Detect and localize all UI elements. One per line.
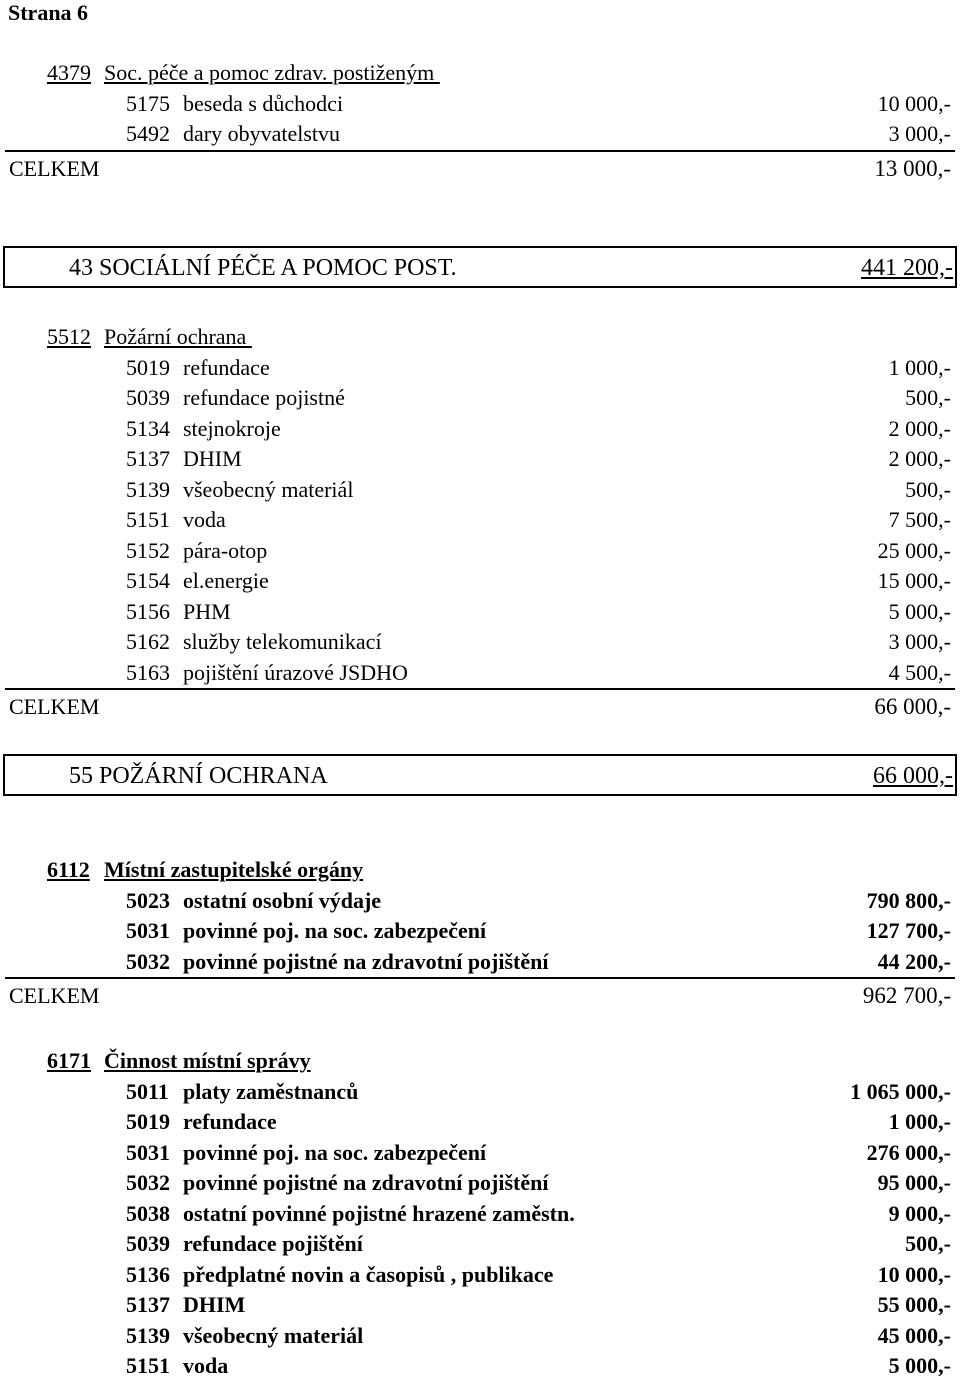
item-code: 5032	[126, 948, 170, 974]
item-name: refundace pojištění	[183, 1231, 363, 1256]
section-header	[0, 1046, 960, 1077]
list-item	[0, 566, 960, 597]
item-amount: 790 800,-	[866, 887, 951, 913]
item-amount: 2 000,-	[888, 415, 951, 441]
item-name: povinné poj. na soc. zabezpečení	[183, 1139, 487, 1165]
section-code: 6171	[47, 1048, 91, 1073]
total-amount: 13 000,-	[874, 155, 951, 181]
section-title: Soc. péče a pomoc zdrav. postiženým	[104, 60, 440, 85]
item-amount: 500,-	[905, 1231, 951, 1256]
list-item	[0, 89, 960, 120]
item-code: 5139	[126, 1322, 170, 1348]
list-item	[0, 947, 960, 978]
list-item	[0, 886, 960, 917]
item-amount: 1 000,-	[888, 1109, 951, 1134]
list-item	[0, 1229, 960, 1260]
item-name: refundace pojistné	[183, 385, 345, 410]
item-amount: 10 000,-	[877, 90, 951, 116]
summary-label: 43 SOCIÁLNÍ PÉČE A POMOC POST.	[69, 255, 457, 281]
list-item	[0, 383, 960, 414]
item-name: beseda s důchodci	[183, 90, 344, 116]
item-name: všeobecný materiál	[183, 476, 354, 502]
summary-box-55	[3, 754, 957, 796]
list-item	[0, 475, 960, 506]
section-4379	[0, 58, 960, 184]
list-item	[0, 414, 960, 445]
item-code: 5137	[126, 446, 170, 471]
item-amount: 7 500,-	[888, 507, 951, 532]
item-code: 5134	[126, 415, 170, 441]
item-code: 5038	[126, 1200, 170, 1226]
item-code: 5019	[126, 1109, 170, 1134]
item-name: ostatní povinné pojistné hrazené zaměstn.	[183, 1200, 575, 1226]
item-amount: 4 500,-	[888, 659, 951, 685]
item-code: 5039	[126, 1231, 170, 1256]
section-header	[0, 322, 960, 353]
item-code: 5151	[126, 507, 170, 532]
list-item	[0, 444, 960, 475]
list-item	[0, 1168, 960, 1199]
item-amount: 10 000,-	[877, 1261, 951, 1287]
item-amount: 55 000,-	[877, 1292, 951, 1317]
item-code: 5019	[126, 354, 170, 380]
section-title: Požární ochrana	[104, 324, 252, 349]
section-code: 4379	[47, 60, 91, 85]
item-name: el.energie	[183, 568, 269, 593]
section-code: 5512	[47, 324, 91, 349]
item-name: DHIM	[183, 1292, 246, 1317]
item-code: 5039	[126, 385, 170, 410]
item-name: refundace	[183, 1109, 277, 1134]
item-amount: 9 000,-	[888, 1200, 951, 1226]
item-code: 5175	[126, 90, 170, 116]
item-code: 5492	[126, 121, 170, 146]
total-row	[5, 150, 955, 184]
section-6171	[0, 1046, 960, 1382]
section-title: Činnost místní správy	[104, 1048, 311, 1073]
item-name: služby telekomunikací	[183, 629, 382, 654]
list-item	[0, 1107, 960, 1138]
item-name: povinné pojistné na zdravotní pojištění	[183, 1170, 549, 1195]
item-name: povinné poj. na soc. zabezpečení	[183, 918, 487, 943]
list-item	[0, 916, 960, 947]
item-code: 5162	[126, 629, 170, 654]
item-amount: 95 000,-	[877, 1170, 951, 1195]
total-row	[5, 688, 955, 722]
item-code: 5156	[126, 598, 170, 624]
item-amount: 1 000,-	[888, 354, 951, 380]
total-amount: 66 000,-	[874, 694, 951, 719]
item-amount: 3 000,-	[888, 121, 951, 146]
item-name: voda	[183, 1353, 229, 1378]
list-item	[0, 627, 960, 658]
item-name: předplatné novin a časopisů , publikace	[183, 1261, 554, 1287]
item-name: refundace	[183, 354, 270, 380]
item-amount: 15 000,-	[877, 568, 951, 593]
item-name: všeobecný materiál	[183, 1322, 364, 1348]
section-header	[0, 58, 960, 89]
item-name: PHM	[183, 598, 231, 624]
item-name: pára-otop	[183, 537, 268, 563]
item-name: stejnokroje	[183, 415, 281, 441]
list-item	[0, 658, 960, 689]
list-item	[0, 536, 960, 567]
item-amount: 45 000,-	[877, 1322, 951, 1348]
item-amount: 5 000,-	[888, 1353, 951, 1378]
total-label: CELKEM	[9, 694, 100, 719]
item-name: ostatní osobní výdaje	[183, 887, 382, 913]
list-item	[0, 1260, 960, 1291]
total-label: CELKEM	[9, 155, 100, 181]
item-amount: 1 065 000,-	[850, 1078, 951, 1104]
total-label: CELKEM	[9, 983, 100, 1008]
item-code: 5154	[126, 568, 170, 593]
item-amount: 500,-	[905, 385, 951, 410]
item-code: 5136	[126, 1261, 170, 1287]
item-name: DHIM	[183, 446, 242, 471]
list-item	[0, 119, 960, 150]
section-header	[0, 855, 960, 886]
summary-amount: 441 200,-	[861, 255, 953, 281]
item-code: 5011	[126, 1078, 169, 1104]
item-code: 5139	[126, 476, 170, 502]
list-item	[0, 353, 960, 384]
list-item	[0, 1290, 960, 1321]
summary-label: 55 POŽÁRNÍ OCHRANA	[69, 763, 328, 789]
item-code: 5023	[126, 887, 170, 913]
list-item	[0, 1138, 960, 1169]
page-label: Strana 6	[8, 0, 89, 25]
list-item	[0, 1321, 960, 1352]
summary-box-43	[3, 246, 957, 288]
section-5512	[0, 322, 960, 722]
list-item	[0, 505, 960, 536]
item-amount: 127 700,-	[866, 918, 951, 943]
item-amount: 3 000,-	[888, 629, 951, 654]
item-amount: 276 000,-	[866, 1139, 951, 1165]
summary-amount: 66 000,-	[873, 763, 953, 789]
item-amount: 25 000,-	[877, 537, 951, 563]
section-code: 6112	[47, 857, 90, 882]
item-code: 5163	[126, 659, 170, 685]
item-amount: 500,-	[905, 476, 951, 502]
item-name: voda	[183, 507, 226, 532]
section-title: Místní zastupitelské orgány	[104, 857, 364, 882]
item-code: 5031	[126, 1139, 170, 1165]
item-code: 5137	[126, 1292, 170, 1317]
item-name: platy zaměstnanců	[183, 1078, 359, 1104]
item-amount: 2 000,-	[888, 446, 951, 471]
item-name: pojištění úrazové JSDHO	[183, 659, 408, 685]
item-code: 5152	[126, 537, 170, 563]
list-item	[0, 1199, 960, 1230]
total-row	[5, 977, 955, 1011]
item-amount: 44 200,-	[877, 948, 951, 974]
item-code: 5151	[126, 1353, 170, 1378]
item-name: dary obyvatelstvu	[183, 121, 341, 146]
item-name: povinné pojistné na zdravotní pojištění	[183, 948, 549, 974]
list-item	[0, 1351, 960, 1382]
total-amount: 962 700,-	[862, 983, 951, 1008]
item-code: 5032	[126, 1170, 170, 1195]
list-item	[0, 1077, 960, 1108]
section-6112	[0, 855, 960, 1011]
item-code: 5031	[126, 918, 170, 943]
item-amount: 5 000,-	[888, 598, 951, 624]
list-item	[0, 597, 960, 628]
